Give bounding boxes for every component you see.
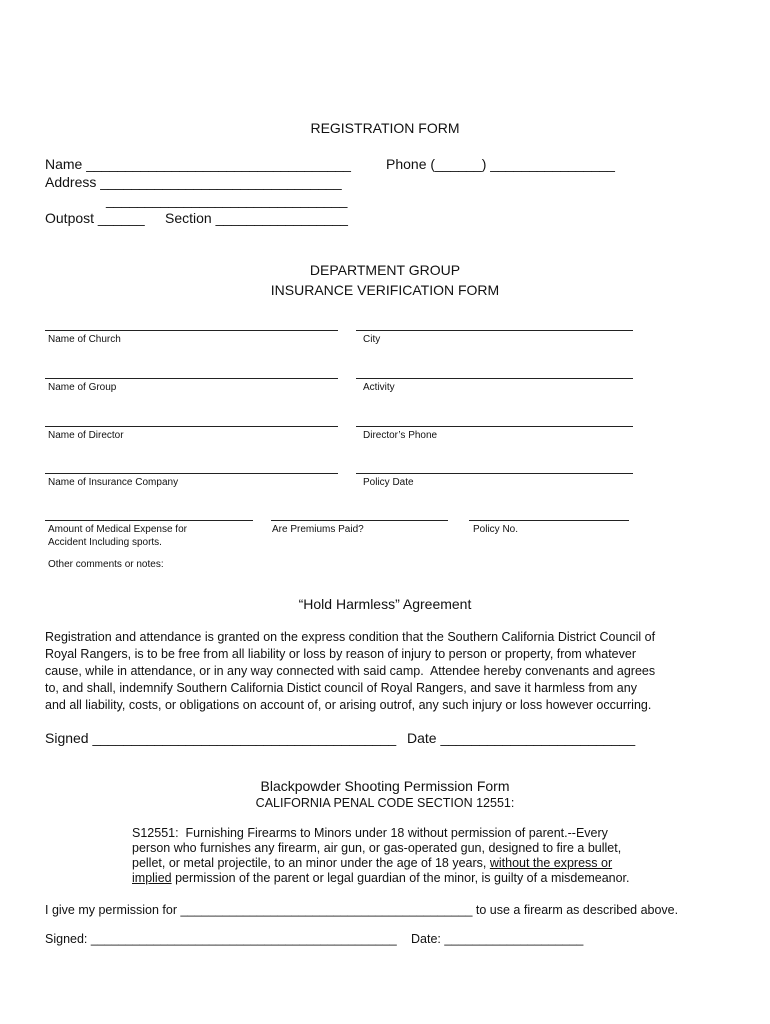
insurance-title-line1: DEPARTMENT GROUP (309, 262, 461, 278)
name-of-church-label: Name of Church (48, 334, 121, 345)
policy-date-field-line[interactable] (356, 473, 633, 474)
directors-phone-label: Director’s Phone (363, 430, 438, 441)
blackpowder-date-field[interactable]: Date: ____________________ (411, 932, 584, 946)
activity-label: Activity (363, 382, 395, 393)
city-field-line[interactable] (356, 330, 633, 331)
premiums-paid-field-line[interactable] (271, 520, 448, 521)
registration-title: REGISTRATION FORM (310, 120, 460, 136)
medical-expense-label-line1: Amount of Medical Expense for (48, 524, 187, 535)
hold-harmless-signed-field[interactable]: Signed _______________________________________ (45, 730, 397, 746)
church-field-line[interactable] (45, 330, 338, 331)
policy-no-label: Policy No. (473, 524, 519, 535)
medical-expense-field-line[interactable] (45, 520, 253, 521)
hold-harmless-line4: to, and shall, indemnify Southern California Distict council of Royal Rangers, and save it harmless from any (45, 681, 637, 695)
hold-harmless-date-field[interactable]: Date _________________________ (407, 730, 636, 746)
blackpowder-signed-field[interactable]: Signed: ____________________________________________ (45, 932, 397, 946)
penal-code-line4-text: permission of the parent or legal guardian of the minor, is guilty of a misdemeanor. (171, 871, 630, 885)
hold-harmless-line1: Registration and attendance is granted on the express condition that the Southern California District Council of (45, 630, 656, 644)
name-of-director-label: Name of Director (48, 430, 124, 441)
medical-expense-label-line2: Accident Including sports. (48, 537, 162, 548)
hold-harmless-line5: and all liability, costs, or obligations on account of, or arising outrof, any such injury or loss however occurring. (45, 698, 652, 712)
blackpowder-subtitle: CALIFORNIA PENAL CODE SECTION 12551: (255, 796, 515, 810)
director-field-line[interactable] (45, 426, 338, 427)
group-field-line[interactable] (45, 378, 338, 379)
penal-code-line4 (132, 871, 630, 885)
insurance-company-field-line[interactable] (45, 473, 338, 474)
permission-field[interactable]: I give my permission for __________________________________________ to use a firearm as described above. (45, 903, 679, 917)
address-field[interactable]: Address _______________________________ (45, 174, 342, 190)
outpost-field[interactable]: Outpost ______ (45, 210, 145, 226)
name-field[interactable]: Name __________________________________ (45, 156, 351, 172)
other-comments-label: Other comments or notes: (48, 559, 164, 570)
activity-field-line[interactable] (356, 378, 633, 379)
hold-harmless-line2: Royal Rangers, is to be free from all liability or loss by reason of injury to person or property, from whatever (45, 647, 636, 661)
policy-date-label: Policy Date (363, 477, 414, 488)
blackpowder-title: Blackpowder Shooting Permission Form (260, 778, 510, 794)
hold-harmless-title: “Hold Harmless” Agreement (298, 596, 472, 612)
insurance-title-line2: INSURANCE VERIFICATION FORM (270, 282, 500, 298)
penal-code-line1: S12551: Furnishing Firearms to Minors under 18 without permission of parent.--Every (132, 826, 608, 840)
section-field[interactable]: Section _________________ (165, 210, 348, 226)
penal-code-line2: person who furnishes any firearm, air gun, or gas-operated gun, designed to fire a bullet, (132, 841, 622, 855)
address-field-line2[interactable]: _______________________________ (106, 192, 348, 208)
penal-code-line3-underlined: without the express or (489, 856, 613, 870)
penal-code-line4-underlined: implied (132, 871, 172, 885)
hold-harmless-line3: cause, while in attendance, or in any way connected with said camp. Attendee hereby convenants and agrees (45, 664, 656, 678)
name-of-insurance-company-label: Name of Insurance Company (48, 477, 179, 488)
directors-phone-field-line[interactable] (356, 426, 633, 427)
policy-no-field-line[interactable] (469, 520, 629, 521)
city-label: City (363, 334, 381, 345)
penal-code-line3-text: pellet, or metal projectile, to an minor under the age of 18 years, (132, 856, 490, 870)
premiums-paid-label: Are Premiums Paid? (272, 524, 364, 535)
name-of-group-label: Name of Group (48, 382, 117, 393)
phone-field[interactable]: Phone (______) ________________ (386, 156, 615, 172)
penal-code-line3 (132, 856, 612, 870)
